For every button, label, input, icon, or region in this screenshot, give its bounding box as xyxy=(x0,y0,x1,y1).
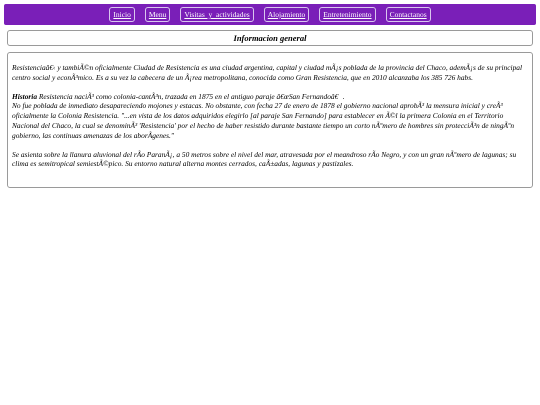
nav-link-visitas[interactable]: Visitas y actividades xyxy=(180,7,253,22)
history-label: Historia xyxy=(12,91,38,101)
history-paragraph xyxy=(12,92,524,141)
nav-link-inicio[interactable]: Inicio xyxy=(109,7,135,22)
nav-link-entretenimiento[interactable]: Entretenimiento xyxy=(319,7,375,22)
intro-paragraph: Resistenciaâ€‹ y tambiÃ©n oficialmente Ciudad de Resistencia es una ciudad argentina, capital y ciudad mÃ¡s poblada de la provincia del Chaco, ademÃ¡s de su principal centro social y econÃ³mico. Es a su vez la cabecera de un Ã¡rea metropolitana, conocida como Gran Resistencia, que en 2010 alcanzaba los 385 726 habs. xyxy=(12,63,523,82)
nav-link-contactanos[interactable]: Contactanos xyxy=(386,7,431,22)
content-box xyxy=(7,52,533,188)
nav-link-menu[interactable]: Menu xyxy=(145,7,171,22)
top-nav-bar xyxy=(4,4,536,25)
nav-link-alojamiento[interactable]: Alojamiento xyxy=(264,7,310,22)
geography-paragraph: Se asienta sobre la llanura aluvional del rÃo ParanÃ¡, a 50 metros sobre el nivel del mar, atravesada por el meandroso rÃo Negro, y con un gran nÃºmero de lagunas; su clima es semitropical semiestÃ©pico. Su entorno natural alterna montes cerrados, caÃ±adas, lagunas y pastizales. xyxy=(12,149,517,169)
history-text-founding: Resistencia naciÃ³ como colonia-cantÃ³n, trazada en 1875 en el antiguo paraje â€œSan Fernandoâ€. xyxy=(37,91,345,101)
history-text-colony: No fue poblada de inmediato desapareciendo mojones y estacas. No obstante, con fecha 27 de enero de 1878 el gobierno nacional aprobÃ³ la mensura inicial y creÃ³ oficialmente la Colonia Resistencia. "...en vista de los datos adquiridos elegirlo [al paraje San Fernando] para establecer en Ã©l la primera Colonia en el Territorio Nacional del Chaco, la cual se denominÃ³ 'Resistencia' por el hecho de haber resistido durante bastante tiempo un corto nÃºmero de hombres sin protecciÃ³n de ningÃºn gobierno, las continuas amenazas de los aborÃgenes." xyxy=(12,101,515,140)
page-title: Informacion general xyxy=(233,33,307,43)
page-title-box xyxy=(7,30,533,46)
